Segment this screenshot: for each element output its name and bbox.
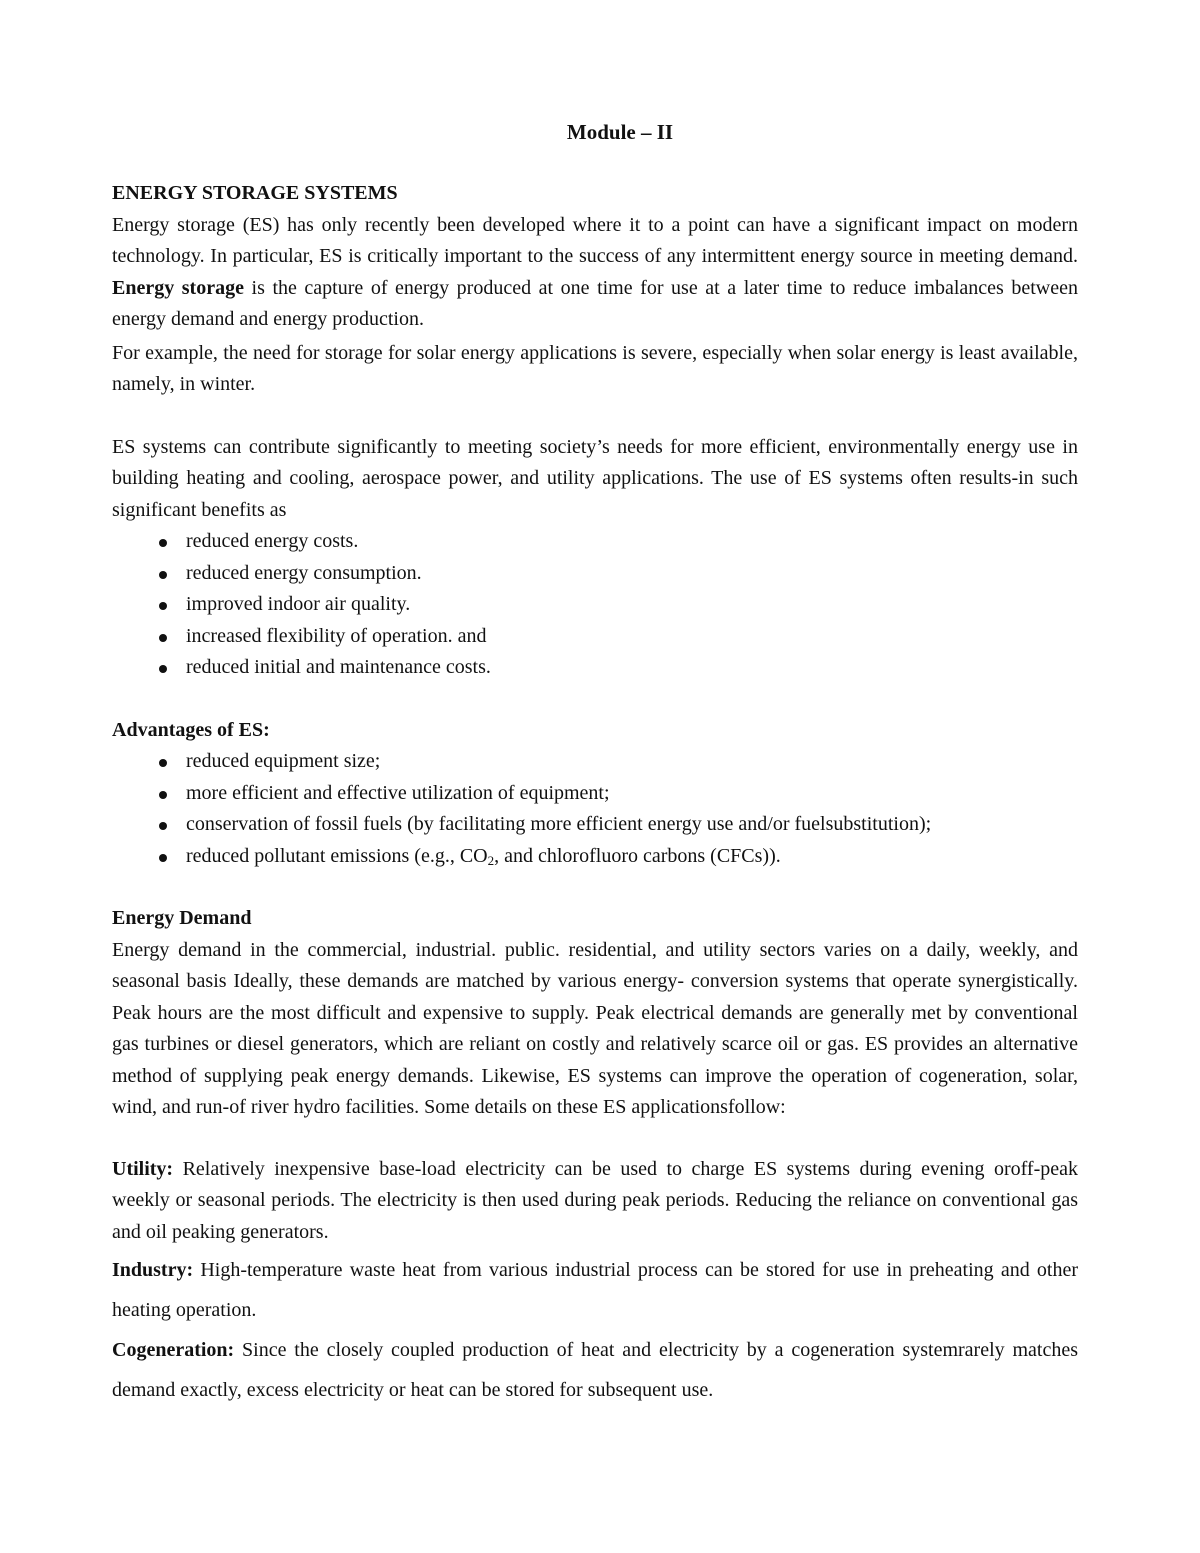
energy-demand-heading: Energy Demand [112,907,252,929]
module-title: Module – II [566,120,674,144]
bullet-icon [159,759,167,767]
spacer [112,401,1078,432]
list-item: reduced energy costs. [112,526,1078,558]
section-heading-energy-storage: ENERGY STORAGE SYSTEMS [112,182,398,204]
bullet-icon [159,665,167,673]
utility-paragraph: Utility: Relatively inexpensive base-load electricity can be used to charge ES systems during evening oroff-peak weekly or seasonal periods. The electricity is then used during peak periods. Reducing the reliance on conventional gas and oil peaking generators. [112,1157,1078,1243]
bullet-icon [159,791,167,799]
bullet-icon [159,571,167,579]
cogeneration-label: Cogeneration: [112,1339,235,1361]
list-item: increased flexibility of operation. and [112,621,1078,653]
advantages-heading: Advantages of ES: [112,718,270,741]
list-item: conservation of fossil fuels (by facilitating more efficient energy use and/or fuelsubstitution); [112,809,1078,841]
industry-paragraph: Industry: High-temperature waste heat from various industrial process can be stored for use in preheating and other heating operation. [112,1259,1078,1321]
utility-label: Utility: [112,1157,174,1180]
cogeneration-paragraph: Cogeneration: Since the closely coupled production of heat and electricity by a cogeneration systemrarely matches demand exactly, excess electricity or heat can be stored for subsequent use. [112,1339,1078,1401]
list-item: reduced energy consumption. [112,558,1078,590]
spacer [112,872,1078,903]
advantages-list [112,746,1078,872]
industry-label: Industry: [112,1259,194,1281]
bullet-icon [159,602,167,610]
intro-paragraph [112,210,1078,336]
list-item: improved indoor air quality. [112,589,1078,621]
list-item: more efficient and effective utilization of equipment; [112,778,1078,810]
spacer [112,1124,1078,1154]
bullet-icon [159,539,167,547]
spacer [112,684,1078,715]
example-paragraph: For example, the need for storage for solar energy applications is severe, especially when solar energy is least available, namely, in winter. [112,341,1078,395]
list-item: reduced equipment size; [112,746,1078,778]
energy-storage-term: Energy storage [112,276,244,299]
bullet-icon [159,822,167,830]
bullet-icon [159,854,167,862]
list-item: reduced pollutant emissions (e.g., $CO_2$, and chlorofluoro carbons (CFCs)). [112,841,1078,873]
list-item: reduced initial and maintenance costs. [112,652,1078,684]
energy-demand-paragraph: Energy demand in the commercial, industrial. public. residential, and utility sectors varies on a daily, weekly, and seasonal basis Ideally, these demands are matched by various energy- conversion systems that operate synergistically. Peak hours are the most difficult and expensive to supply. Peak electrical demands are generally met by conventional gas turbines or diesel generators, which are reliant on costly and relatively scarce oil or gas. ES provides an alternative method of supplying peak energy demands. Likewise, ES systems can improve the operation of cogeneration, solar, wind, and run-of river hydro facilities. Some details on these ES applicationsfollow: [112,938,1078,1118]
benefits-list [112,526,1078,684]
intro-text-a: Energy storage (ES) has only recently been developed where it to a point can have a significant impact on modern technology. In particular, ES is critically important to the success of any intermittent energy source in meeting demand. [112,213,1078,267]
bullet-icon [159,634,167,642]
document-body [112,178,1078,1410]
intro-text-b: is the capture of energy produced at one time for use at a later time to reduce imbalances between energy demand and energy production. [112,276,1078,330]
benefits-intro-paragraph: ES systems can contribute significantly to meeting society’s needs for more efficient, environmentally energy use in building heating and cooling, aerospace power, and utility applications. The use of ES systems often results-in such significant benefits as [112,435,1078,521]
